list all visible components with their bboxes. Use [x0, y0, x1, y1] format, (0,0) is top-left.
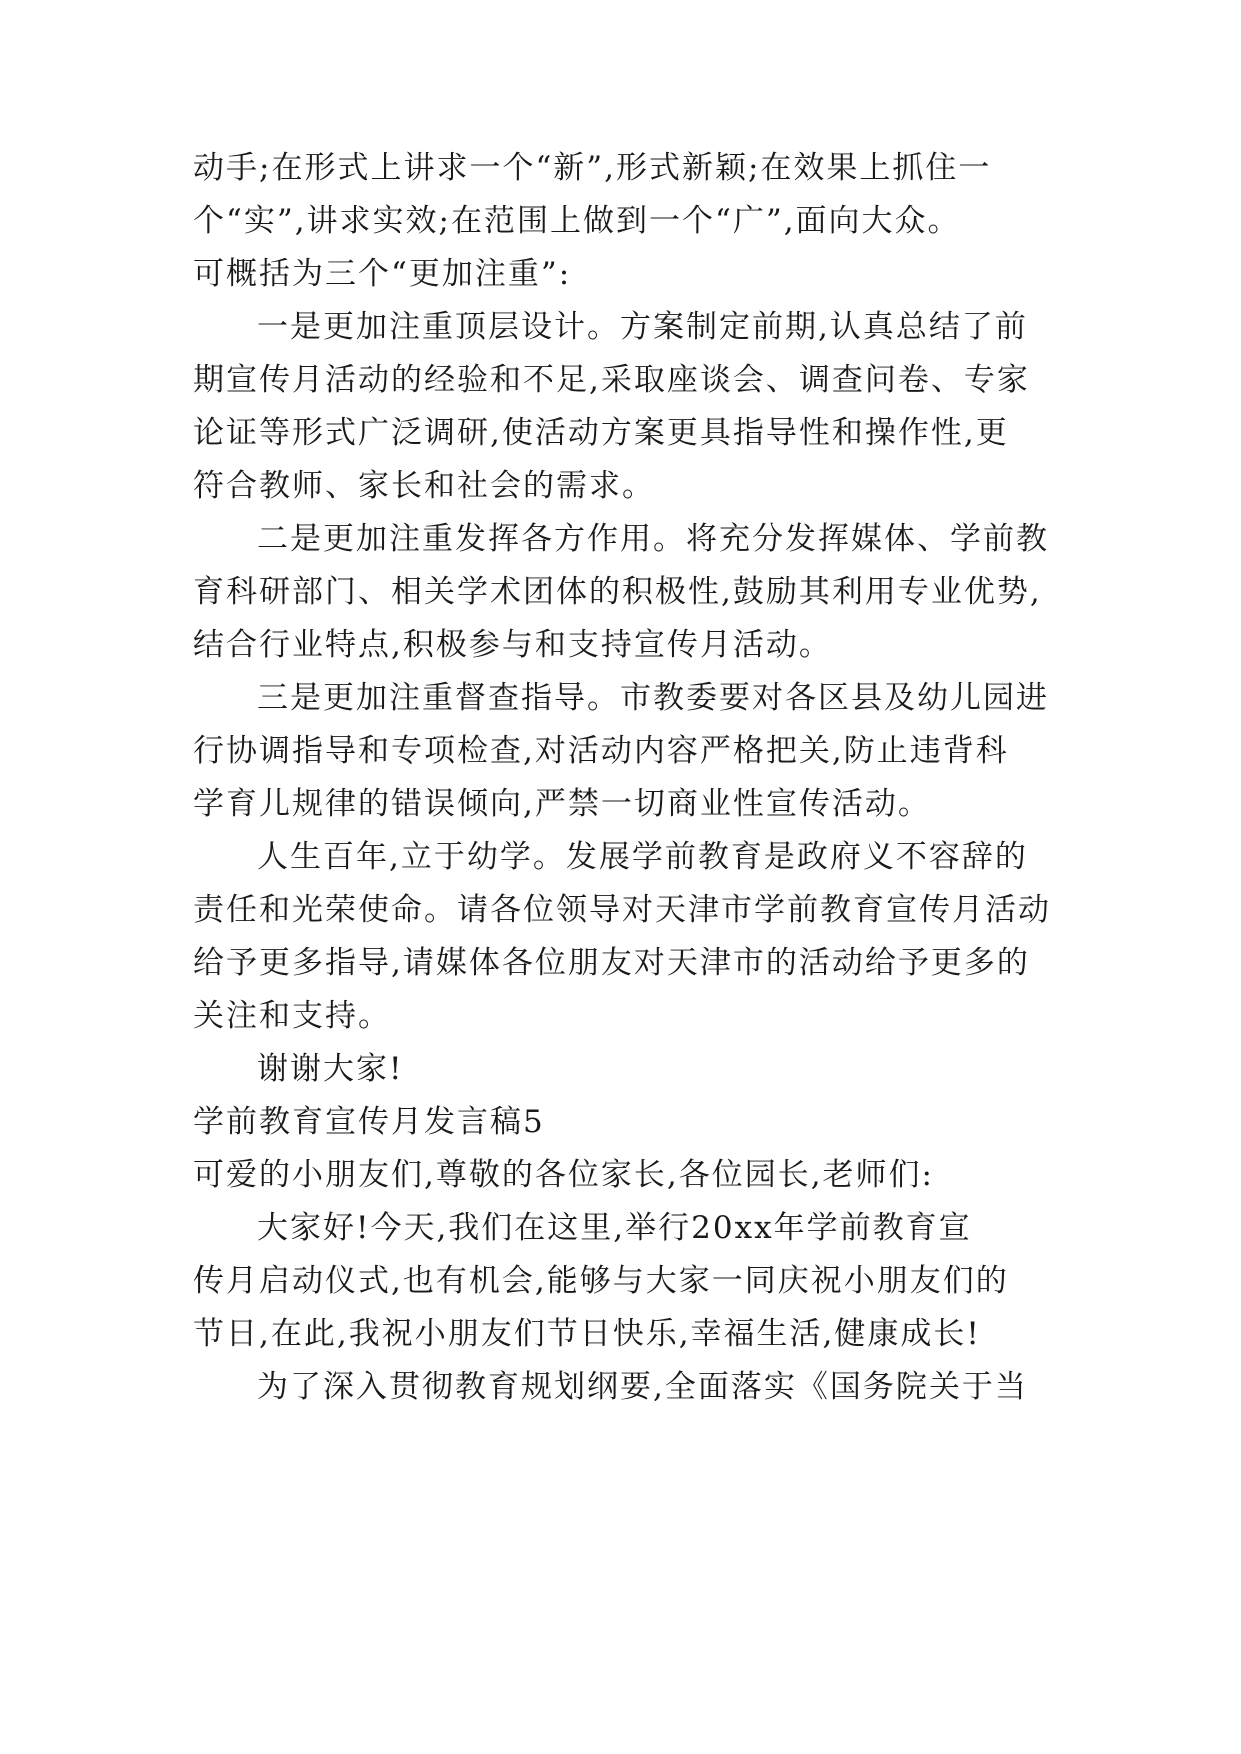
body-text-line: 给予更多指导,请媒体各位朋友对天津市的活动给予更多的 [193, 945, 1030, 981]
body-text-line: 责任和光荣使命。请各位领导对天津市学前教育宣传月活动 [193, 892, 1051, 928]
salutation-line: 可爱的小朋友们,尊敬的各位家长,各位园长,老师们: [193, 1157, 935, 1193]
paragraph-first-line: 一是更加注重顶层设计。方案制定前期,认真总结了前 [257, 309, 1028, 345]
paragraph-first-line: 为了深入贯彻教育规划纲要,全面落实《国务院关于当 [257, 1369, 1028, 1405]
paragraph-first-line: 人生百年,立于幼学。发展学前教育是政府义不容辞的 [257, 839, 1028, 875]
body-text-line: 动手;在形式上讲求一个“新”,形式新颖;在效果上抓住一 [193, 150, 992, 186]
body-text-line: 期宣传月活动的经验和不足,采取座谈会、调查问卷、专家 [193, 362, 1030, 398]
body-text-line: 学育儿规律的错误倾向,严禁一切商业性宣传活动。 [193, 786, 931, 822]
section-heading: 学前教育宣传月发言稿5 [193, 1104, 545, 1140]
body-text-line: 传月启动仪式,也有机会,能够与大家一同庆祝小朋友们的 [193, 1263, 1009, 1299]
body-text-line: 结合行业特点,积极参与和支持宣传月活动。 [193, 627, 832, 663]
body-text-line: 符合教师、家长和社会的需求。 [193, 468, 655, 504]
body-text-line: 育科研部门、相关学术团体的积极性,鼓励其利用专业优势, [193, 574, 1042, 610]
body-text-line: 关注和支持。 [193, 998, 391, 1034]
body-text-line: 个“实”,讲求实效;在范围上做到一个“广”,面向大众。 [193, 203, 961, 239]
paragraph-first-line: 二是更加注重发挥各方作用。将充分发挥媒体、学前教 [257, 521, 1049, 557]
body-text-line: 可概括为三个“更加注重”: [193, 256, 572, 292]
body-text-line: 节日,在此,我祝小朋友们节日快乐,幸福生活,健康成长! [193, 1316, 981, 1352]
body-text-line: 行协调指导和专项检查,对活动内容严格把关,防止违背科 [193, 733, 1009, 769]
closing-line: 谢谢大家! [257, 1051, 404, 1087]
body-text-line: 论证等形式广泛调研,使活动方案更具指导性和操作性,更 [193, 415, 1009, 451]
paragraph-first-line: 大家好!今天,我们在这里,举行20xx年学前教育宣 [257, 1210, 972, 1246]
paragraph-first-line: 三是更加注重督查指导。市教委要对各区县及幼儿园进 [257, 680, 1049, 716]
